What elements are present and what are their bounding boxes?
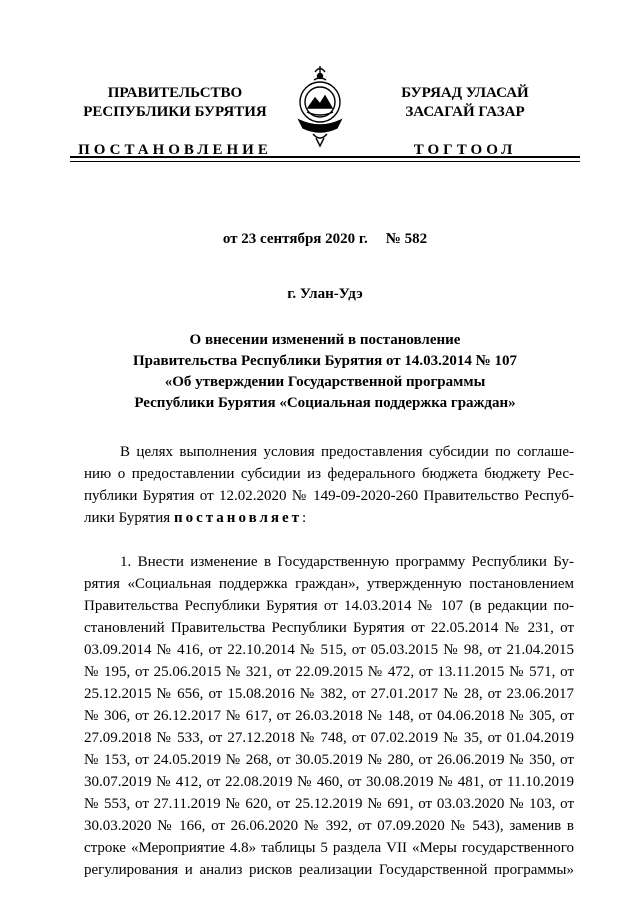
title-line-2: Правительства Республики Бурятия от 14.03.2014 № 107	[132, 353, 517, 369]
document-date-line	[70, 229, 580, 249]
text-line: 30.07.2019 № 412, от 22.08.2019 № 460, от 30.08.2019 № 481, от 11.10.2019	[84, 774, 574, 790]
text-line: рятия «Социальная поддержка граждан», утвержденную постановлением	[84, 576, 574, 592]
decree-keyword: постановляет	[173, 510, 303, 526]
text-line: 27.09.2018 № 533, от 27.12.2018 № 748, от 07.02.2019 № 35, от 01.04.2019	[84, 730, 574, 746]
header-left-line1: ПРАВИТЕЛЬСТВО	[107, 85, 243, 101]
header-right-line1: БУРЯАД УЛАСАЙ	[401, 85, 529, 101]
text-line: 25.12.2015 № 656, от 15.08.2016 № 382, от 27.01.2017 № 28, от 23.06.2017	[84, 686, 574, 702]
title-line-1: О внесении изменений в постановление	[189, 332, 461, 348]
header-right-kind: ТОГТООЛ	[413, 142, 517, 158]
buryatia-coat-of-arms-icon	[293, 64, 347, 150]
title-line-4: Республики Бурятия «Социальная поддержка граждан»	[134, 395, 516, 411]
header-left-kind: ПОСТАНОВЛЕНИЕ	[78, 142, 272, 158]
text-line: В целях выполнения условия предоставления субсидии по соглаше-	[120, 444, 574, 460]
text-line: публики Бурятия от 12.02.2020 № 149-09-2020-260 Правительство Респуб-	[84, 488, 574, 504]
text-line: строке «Мероприятие 4.8» таблицы 5 раздела VII «Меры государственного	[84, 840, 574, 856]
text-line: 30.03.2020 № 166, от 26.06.2020 № 392, от 07.09.2020 № 543), заменив в	[84, 818, 574, 834]
text-fragment: :	[302, 510, 307, 526]
text-line: нию о предоставлении субсидии из федерального бюджета бюджету Рес-	[84, 466, 574, 482]
text-line: № 153, от 24.05.2019 № 268, от 30.05.2019 № 280, от 26.06.2019 № 350, от	[84, 752, 574, 768]
text-line: 03.09.2014 № 416, от 22.10.2014 № 515, от 05.03.2015 № 98, от 21.04.2015	[84, 642, 574, 658]
header-left-line2: РЕСПУБЛИКИ БУРЯТИЯ	[83, 104, 267, 120]
document-city: г. Улан-Удэ	[287, 286, 363, 302]
text-line: Правительства Республики Бурятия от 14.03.2014 № 107 (в редакции по-	[84, 598, 574, 614]
header-divider	[70, 156, 580, 162]
text-line	[84, 507, 574, 529]
paragraph-item-1	[84, 551, 574, 881]
text-line: № 195, от 25.06.2015 № 321, от 22.09.2015 № 472, от 13.11.2015 № 571, от	[84, 664, 574, 680]
document-date: от 23 сентября 2020 г.	[222, 231, 368, 247]
text-line: становлений Правительства Республики Бурятия от 22.05.2014 № 231, от	[84, 620, 574, 636]
text-line: регулирования и анализ рисков реализации Государственной программы»	[84, 862, 574, 878]
document-body	[84, 441, 574, 903]
text-line: 1. Внести изменение в Государственную программу Республики Бу-	[120, 554, 574, 570]
text-line: № 553, от 27.11.2019 № 620, от 25.12.2019 № 691, от 03.03.2020 № 103, от	[84, 796, 574, 812]
paragraph-preamble	[84, 441, 574, 529]
document-number: № 582	[385, 231, 428, 247]
header-right	[360, 84, 570, 160]
text-fragment: лики Бурятия	[84, 510, 174, 526]
title-line-3: «Об утверждении Государственной программы	[164, 374, 486, 390]
header-left	[70, 84, 280, 160]
text-line: № 306, от 26.12.2017 № 617, от 26.03.2018 № 148, от 04.06.2018 № 305, от	[84, 708, 574, 724]
header-right-line2: ЗАСАГАЙ ГАЗАР	[405, 104, 525, 120]
document-title	[70, 330, 580, 414]
